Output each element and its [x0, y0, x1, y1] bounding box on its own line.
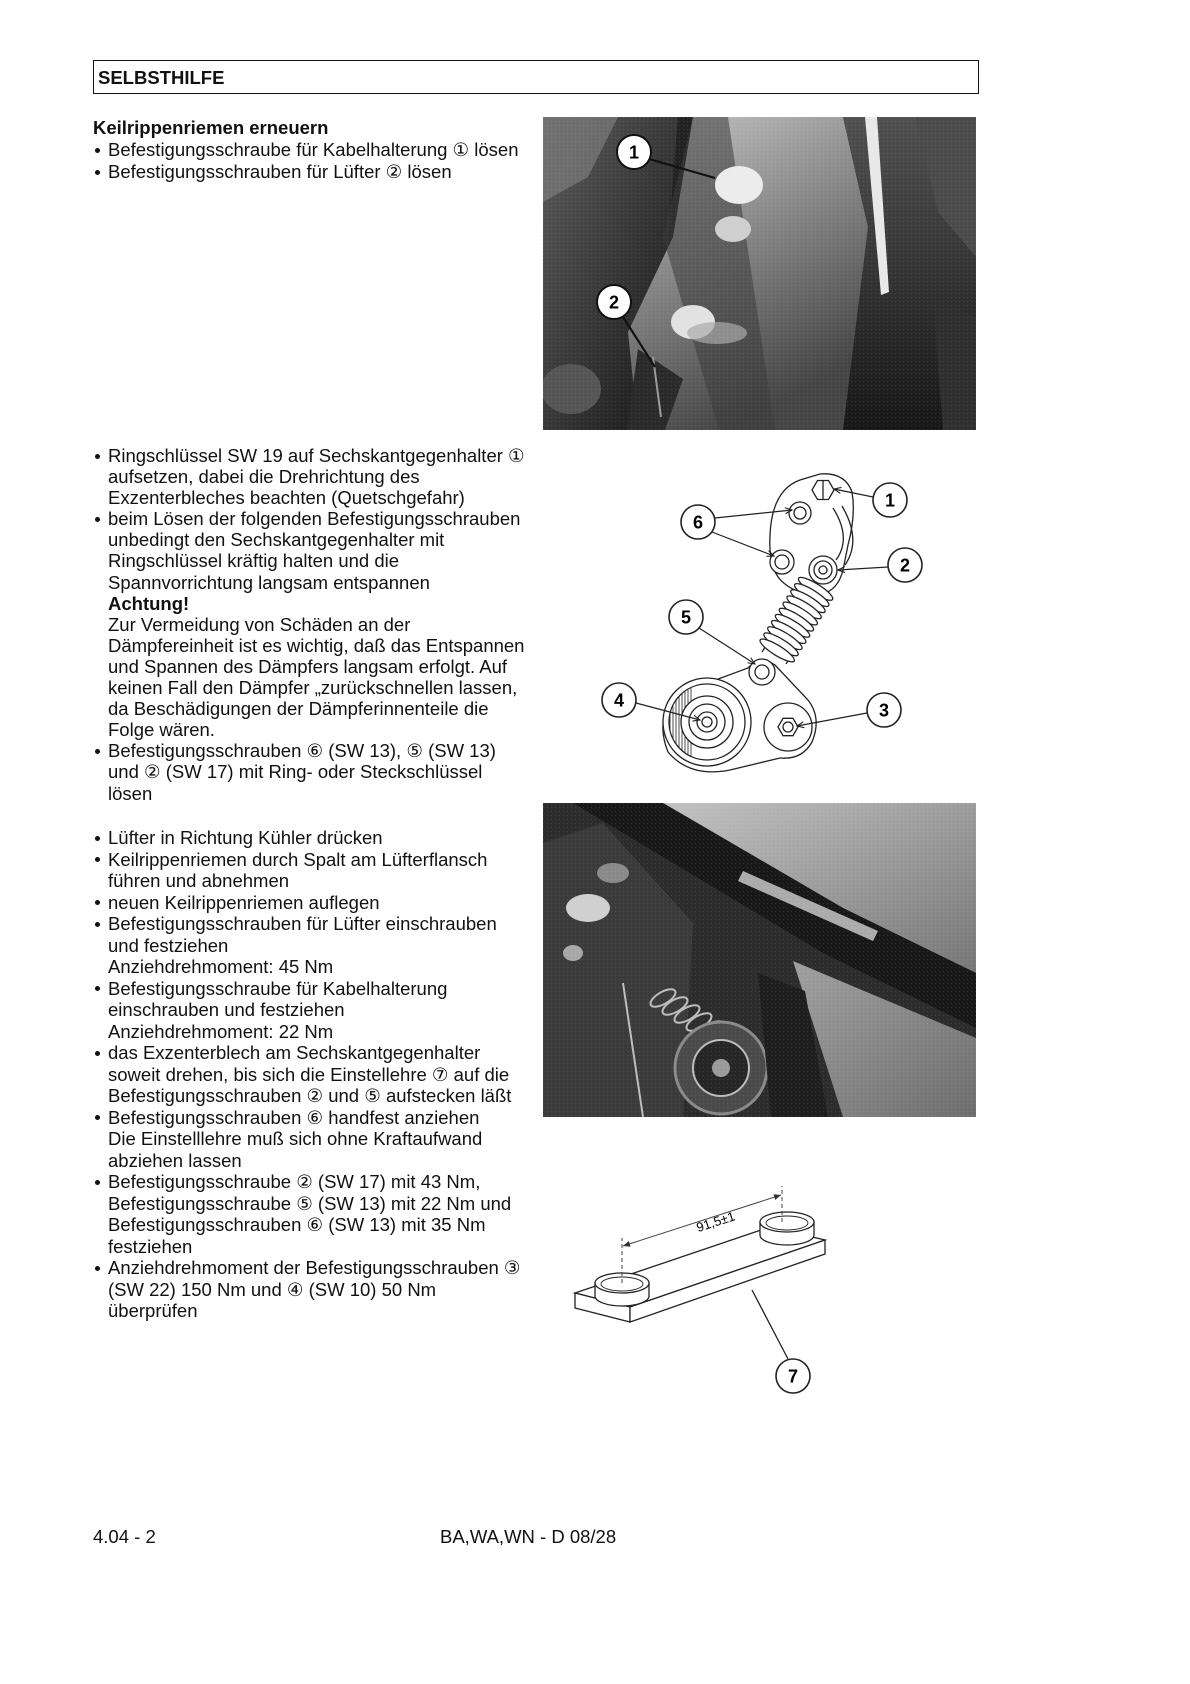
torque-line: Anziehdrehmoment: 22 Nm [108, 1020, 334, 1042]
callout-label: 3 [878, 700, 890, 721]
instruction-line: Lüfter in Richtung Kühler drücken [108, 827, 383, 848]
page-number: 4.04 - 2 [93, 1526, 156, 1547]
instruction-item [93, 849, 538, 892]
instruction-item [93, 161, 538, 183]
instruction-item [93, 445, 538, 508]
instruction-line: soweit drehen, bis sich die Einstellehre ⑦ auf die [108, 1063, 510, 1085]
instruction-line: einschrauben und festziehen [108, 999, 345, 1020]
instruction-line: Befestigungsschrauben ⑥ (SW 13), ⑤ (SW 13) [108, 740, 496, 762]
instruction-line: Exzenterbleches beachten (Quetschgefahr) [108, 487, 465, 509]
instruction-line: Befestigungsschrauben ⑥ handfest anziehen [108, 1106, 480, 1128]
section-header [93, 60, 979, 94]
instruction-line: lösen [108, 782, 153, 804]
instruction-line: aufsetzen, dabei die Drehrichtung des [108, 466, 420, 488]
instruction-line: Befestigungsschraube für Kabelhalterung ① lösen [108, 139, 519, 160]
leader-line [838, 567, 888, 570]
gauge-cup-left [595, 1273, 649, 1306]
instruction-line: Befestigungsschraube ② (SW 17) mit 43 Nm, [108, 1171, 481, 1192]
callout-label: 2 [899, 555, 911, 576]
diagram-adjustment-gauge [565, 1180, 845, 1400]
callout-label: 2 [608, 292, 620, 313]
instruction-item [93, 892, 538, 914]
instruction-line: Befestigungsschraube für Kabelhalterung [108, 977, 448, 999]
instruction-block-3 [93, 827, 538, 1322]
bullet-icon [95, 1266, 100, 1271]
instruction-line: Keilrippenriemen durch Spalt am Lüfterflansch [108, 848, 488, 870]
instruction-line: Befestigungsschrauben für Lüfter einschrauben [108, 913, 497, 934]
diagram-belt-tensioner [590, 460, 940, 795]
callout-4 [602, 683, 636, 717]
instruction-line: Ringschlüssel kräftig halten und die [108, 550, 400, 572]
callout-label: 7 [787, 1366, 799, 1387]
bullet-icon [95, 517, 100, 522]
bullet-icon [95, 148, 100, 153]
bullet-icon [95, 749, 100, 754]
instruction-line: und ② (SW 17) mit Ring- oder Steckschlüssel [108, 761, 483, 783]
instruction-line: beim Lösen der folgenden Befestigungsschrauben [108, 508, 521, 530]
callout-label: 5 [680, 607, 692, 628]
instruction-line: Befestigungsschrauben für Lüfter ② lösen [108, 161, 452, 182]
bullet-icon [95, 922, 100, 927]
tension-pulley [663, 678, 751, 766]
header-title: SELBSTHILFE [98, 67, 225, 88]
callout-7 [776, 1359, 810, 1393]
callout-label: 1 [628, 142, 640, 163]
instruction-line: Befestigungsschraube ⑤ (SW 13) mit 22 Nm und [108, 1192, 512, 1214]
instruction-line: festziehen [108, 1235, 193, 1257]
photo-cable-holder-fan-bolts [543, 117, 976, 430]
callout-1 [873, 483, 907, 517]
instruction-line: Befestigungsschrauben ② und ⑤ aufstecken läßt [108, 1085, 512, 1106]
warning-line: keinen Fall den Dämpfer „zurückschnellen lassen, [108, 677, 518, 699]
warning-line: und Spannen des Dämpfers langsam erfolgt. Auf [108, 655, 508, 677]
leader-line [712, 532, 774, 556]
leader-line [752, 1290, 788, 1359]
photo-fan-belt-area [543, 803, 976, 1117]
instruction-item [93, 1171, 538, 1257]
gauge-cup-right [760, 1212, 814, 1245]
instruction-line: neuen Keilrippenriemen auflegen [108, 891, 380, 913]
instruction-line: und festziehen [108, 934, 229, 956]
instruction-line: Spannvorrichtung langsam entspannen [108, 571, 430, 593]
instruction-item [93, 827, 538, 849]
bullet-icon [95, 170, 100, 175]
instruction-item [93, 978, 538, 1043]
torque-line: Anziehdrehmoment: 45 Nm [108, 956, 334, 977]
instruction-line: Anziehdrehmoment der Befestigungsschrauben ③ [108, 1257, 521, 1278]
instruction-line: führen und abnehmen [108, 870, 290, 891]
warning-title: Achtung! [108, 592, 190, 614]
bullet-icon [95, 1051, 100, 1056]
warning-line: Zur Vermeidung von Schäden an der [108, 613, 411, 635]
instruction-item [93, 1257, 538, 1322]
dimension-label: 91,5±1 [694, 1208, 737, 1235]
instruction-line: das Exzenterblech am Sechskantgegenhalter [108, 1042, 481, 1063]
damper-spring [758, 574, 836, 665]
document-code: BA,WA,WN - D 08/28 [440, 1526, 617, 1547]
instruction-item [93, 913, 538, 978]
leader-line [699, 628, 755, 664]
instruction-line: unbedingt den Sechskantgegenhalter mit [108, 529, 445, 551]
bullet-icon [95, 836, 100, 841]
callout-label: 1 [884, 490, 896, 511]
instruction-block-1 [93, 117, 538, 183]
instruction-item [93, 1042, 538, 1107]
instruction-block-2 [93, 445, 538, 804]
instruction-item [93, 740, 538, 803]
instruction-line: Die Einstelllehre muß sich ohne Kraftaufwand [108, 1128, 483, 1149]
bullet-icon [95, 1180, 100, 1185]
warning-line: Folge wären. [108, 719, 215, 741]
instruction-line: Ringschlüssel SW 19 auf Sechskantgegenhalter ① [108, 445, 525, 466]
callout-5 [669, 600, 703, 634]
callout-label: 4 [613, 690, 625, 711]
instruction-line: Befestigungsschrauben ⑥ (SW 13) mit 35 Nm [108, 1214, 486, 1235]
callout-6 [681, 505, 715, 539]
bullet-icon [95, 454, 100, 459]
callout-3 [867, 693, 901, 727]
instruction-line: abziehen lassen [108, 1149, 242, 1171]
warning-line: da Beschädigungen der Dämpferinnenteile die [108, 698, 489, 720]
instruction-item [93, 508, 538, 740]
callout-label: 6 [692, 512, 704, 533]
section-title: Keilrippenriemen erneuern [93, 117, 329, 138]
instruction-line: überprüfen [108, 1300, 198, 1321]
callout-2 [888, 548, 922, 582]
instruction-item [93, 1107, 538, 1172]
warning-line: Dämpfereinheit ist es wichtig, daß das Entspannen [108, 634, 525, 656]
instruction-line: (SW 22) 150 Nm und ④ (SW 10) 50 Nm [108, 1278, 437, 1300]
instruction-item [93, 139, 538, 161]
